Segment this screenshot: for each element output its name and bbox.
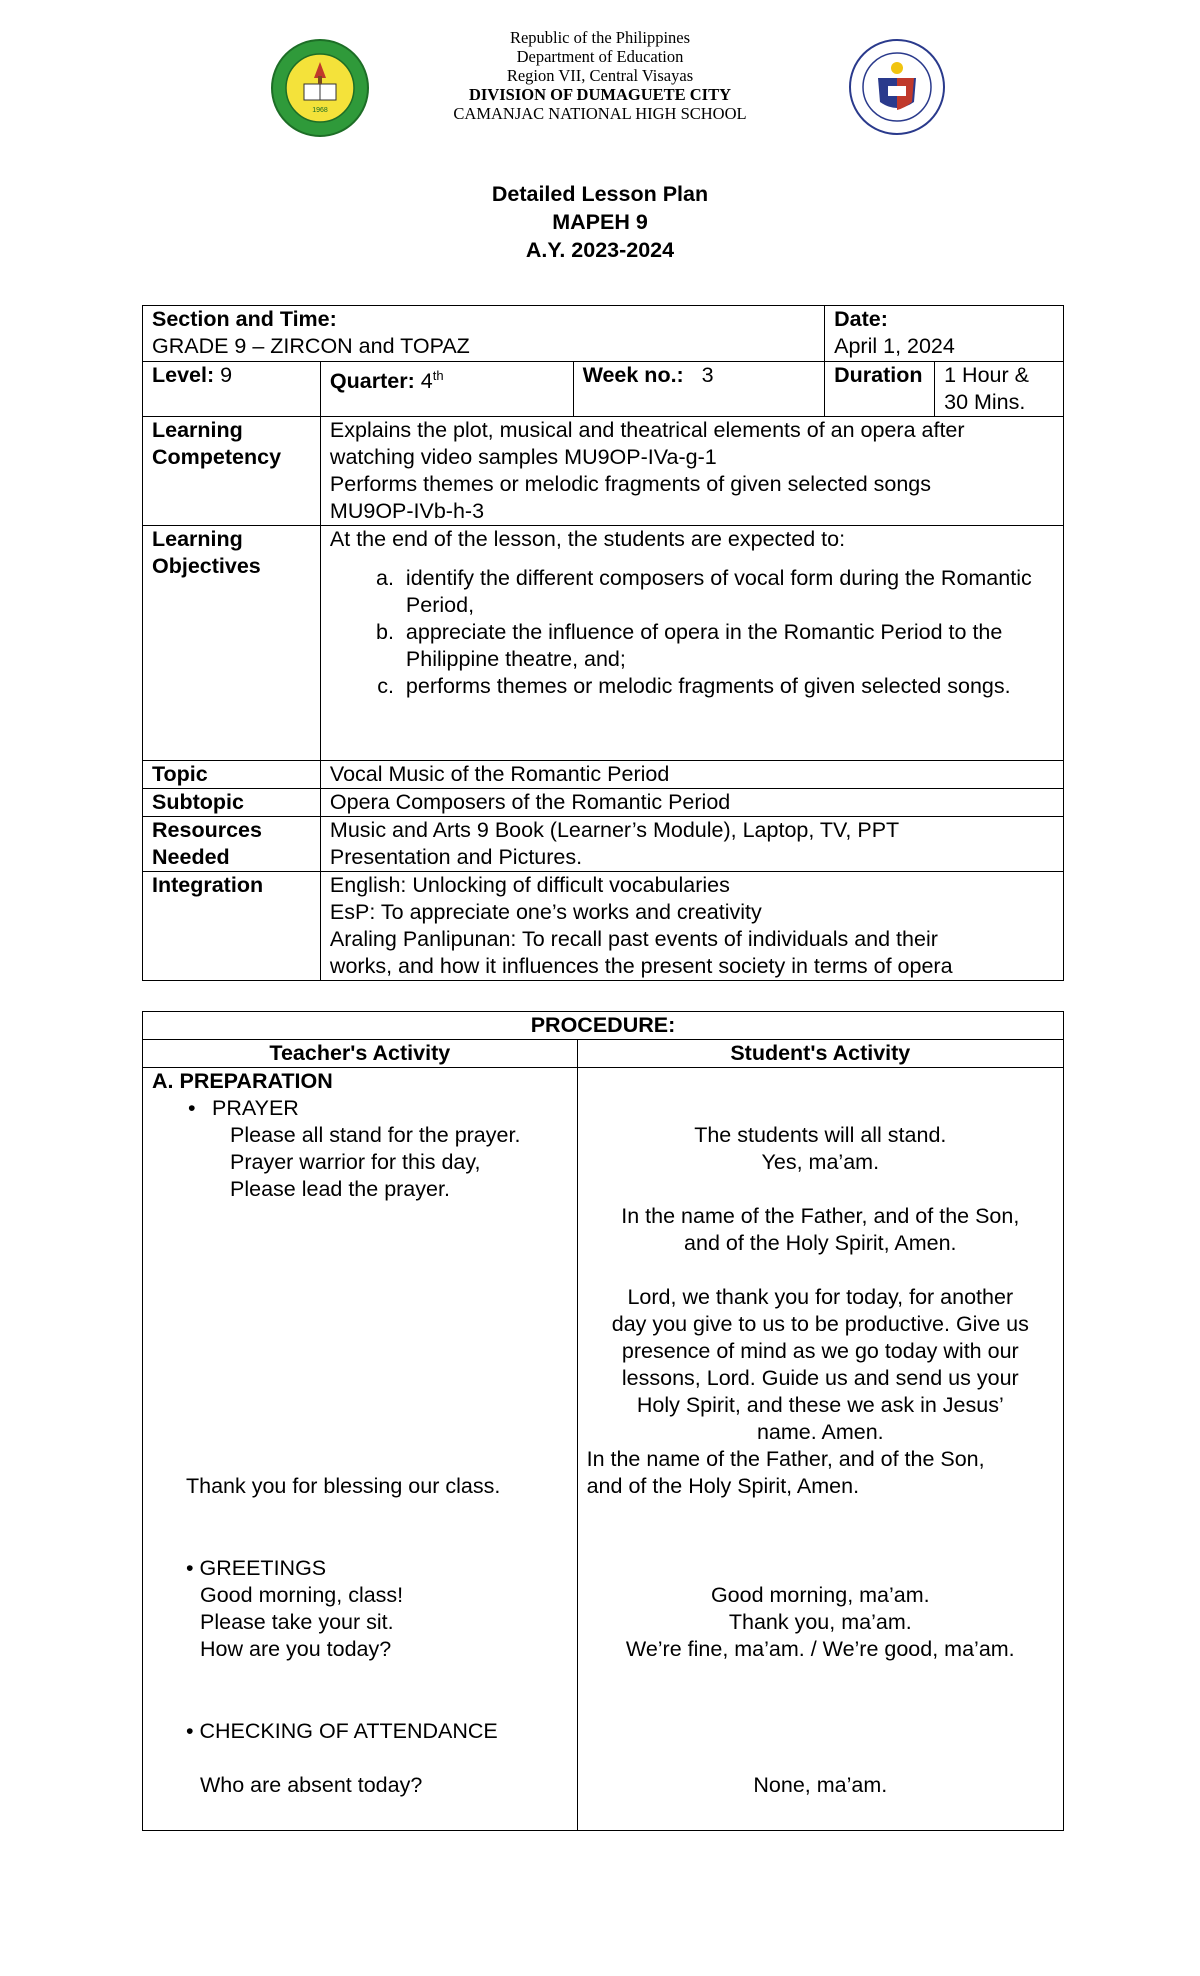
topic-label: Topic bbox=[143, 761, 321, 789]
competency-line: watching video samples MU9OP-IVa-g-1 bbox=[329, 445, 717, 469]
integration-value bbox=[320, 872, 1063, 981]
resources-row bbox=[143, 817, 1064, 872]
competency-label-2: Competency bbox=[152, 445, 282, 469]
duration-value-1: 1 Hour & bbox=[944, 363, 1029, 387]
resources-label-2: Needed bbox=[152, 845, 230, 869]
student-line: Holy Spirit, and these we ask in Jesus’ bbox=[636, 1393, 1004, 1417]
greetings-teacher-block bbox=[152, 1582, 568, 1663]
attendance-heading: • CHECKING OF ATTENDANCE bbox=[186, 1719, 498, 1743]
quarter-value: 4 bbox=[420, 369, 433, 394]
duration-value-2: 30 Mins. bbox=[944, 390, 1026, 414]
lesson-info-table bbox=[142, 305, 1064, 981]
letterhead-line-3: Region VII, Central Visayas bbox=[506, 66, 694, 85]
teacher-line: Please all stand for the prayer. bbox=[230, 1123, 521, 1147]
date-value: April 1, 2024 bbox=[834, 334, 955, 358]
competency-line: Performs themes or melodic fragments of given selected songs bbox=[329, 472, 931, 496]
document-title bbox=[0, 180, 1200, 264]
objectives-list bbox=[330, 565, 1054, 700]
prayer-student-block-2 bbox=[587, 1203, 1054, 1257]
greetings-student-block bbox=[587, 1582, 1054, 1663]
student-line: The students will all stand. bbox=[694, 1123, 947, 1147]
objectives-row bbox=[143, 526, 1064, 761]
resources-label-1: Resources bbox=[152, 818, 262, 842]
resources-line: Music and Arts 9 Book (Learner’s Module), Laptop, TV, PPT bbox=[329, 818, 900, 842]
student-line: lessons, Lord. Guide us and send us your bbox=[621, 1366, 1019, 1390]
competency-row bbox=[143, 417, 1064, 526]
level-value: 9 bbox=[220, 363, 233, 387]
date-label: Date: bbox=[834, 307, 888, 331]
integration-line: EsP: To appreciate one’s works and creativity bbox=[329, 900, 762, 924]
teacher-activity-header: Teacher's Activity bbox=[143, 1040, 578, 1068]
section-date-row bbox=[143, 306, 1064, 362]
procedure-title: PROCEDURE: bbox=[143, 1012, 1064, 1040]
teacher-line: Prayer warrior for this day, bbox=[230, 1150, 481, 1174]
section-label: Section and Time: bbox=[152, 307, 337, 331]
prayer-student-block-4 bbox=[587, 1446, 1054, 1500]
prayer-teacher-block bbox=[152, 1122, 568, 1203]
letterhead-line-2: Department of Education bbox=[516, 47, 684, 66]
competency-line: Explains the plot, musical and theatrical elements of an opera after bbox=[329, 418, 965, 442]
procedure-body-row bbox=[143, 1068, 1064, 1831]
subtopic-row bbox=[143, 789, 1064, 817]
competency-value bbox=[320, 417, 1063, 526]
procedure-title-row bbox=[143, 1012, 1064, 1040]
objectives-intro: At the end of the lesson, the students are expected to: bbox=[329, 527, 846, 551]
student-activity-cell bbox=[577, 1068, 1063, 1831]
duration-label: Duration bbox=[825, 362, 935, 417]
topic-row bbox=[143, 761, 1064, 789]
competency-label bbox=[143, 417, 321, 526]
student-line: In the name of the Father, and of the Son, bbox=[621, 1204, 1020, 1228]
title-line-2: MAPEH 9 bbox=[552, 210, 648, 234]
week-value: 3 bbox=[701, 363, 714, 387]
level-cell bbox=[143, 362, 321, 417]
procedure-header-row bbox=[143, 1040, 1064, 1068]
week-label: Week no.: bbox=[582, 363, 684, 387]
quarter-sup: th bbox=[432, 368, 444, 383]
integration-line: works, and how it influences the present society in terms of opera bbox=[329, 954, 953, 978]
competency-label-1: Learning bbox=[152, 418, 243, 442]
teacher-line: Please lead the prayer. bbox=[230, 1177, 450, 1201]
quarter-label: Quarter: bbox=[329, 369, 415, 394]
prayer-student-block-1 bbox=[587, 1122, 1054, 1176]
objective-item: a. identify the different composers of vocal form during the Romantic Period, bbox=[400, 565, 1054, 619]
school-name: CAMANJAC NATIONAL HIGH SCHOOL bbox=[453, 104, 747, 123]
prayer-heading bbox=[152, 1095, 568, 1122]
prayer-student-block-3 bbox=[587, 1284, 1054, 1446]
section-a-heading: A. PREPARATION bbox=[152, 1069, 333, 1093]
teacher-line: Please take your sit. bbox=[200, 1610, 394, 1634]
objective-item: c. performs themes or melodic fragments of given selected songs. bbox=[400, 673, 1054, 700]
student-line: presence of mind as we go today with our bbox=[621, 1339, 1019, 1363]
integration-line: English: Unlocking of difficult vocabularies bbox=[329, 873, 730, 897]
letterhead-line-1: Republic of the Philippines bbox=[509, 28, 691, 47]
subtopic-label: Subtopic bbox=[143, 789, 321, 817]
teacher-activity-cell bbox=[143, 1068, 578, 1831]
section-cell bbox=[143, 306, 825, 362]
resources-line: Presentation and Pictures. bbox=[329, 845, 583, 869]
section-value: GRADE 9 – ZIRCON and TOPAZ bbox=[152, 334, 470, 358]
competency-line: MU9OP-IVb-h-3 bbox=[329, 499, 485, 523]
student-line: day you give to us to be productive. Give us bbox=[611, 1312, 1029, 1336]
letterhead bbox=[0, 28, 1200, 123]
resources-label bbox=[143, 817, 321, 872]
title-line-1: Detailed Lesson Plan bbox=[491, 182, 709, 206]
bullet-icon: • bbox=[188, 1096, 196, 1120]
student-line: Yes, ma’am. bbox=[761, 1150, 880, 1174]
student-line: Lord, we thank you for today, for another bbox=[627, 1285, 1014, 1309]
objectives-label-1: Learning bbox=[152, 527, 243, 551]
svg-text:1968: 1968 bbox=[312, 107, 328, 114]
level-row bbox=[143, 362, 1064, 417]
division-name: DIVISION OF DUMAGUETE CITY bbox=[468, 85, 732, 104]
date-cell bbox=[825, 306, 1064, 362]
greetings-heading: • GREETINGS bbox=[186, 1556, 327, 1580]
quarter-cell bbox=[320, 362, 573, 417]
teacher-line: Good morning, class! bbox=[200, 1583, 404, 1607]
integration-label: Integration bbox=[143, 872, 321, 981]
integration-line: Araling Panlipunan: To recall past events of individuals and their bbox=[329, 927, 938, 951]
integration-row bbox=[143, 872, 1064, 981]
student-line: Thank you, ma’am. bbox=[728, 1610, 912, 1634]
objectives-value bbox=[320, 526, 1063, 761]
week-cell bbox=[573, 362, 825, 417]
student-line: Good morning, ma’am. bbox=[710, 1583, 930, 1607]
objective-item: b. appreciate the influence of opera in the Romantic Period to the Philippine theatre, and; bbox=[400, 619, 1054, 673]
student-activity-header: Student's Activity bbox=[577, 1040, 1063, 1068]
student-line: and of the Holy Spirit, Amen. bbox=[684, 1231, 957, 1255]
attendance-student: None, ma’am. bbox=[753, 1773, 888, 1797]
title-line-3: A.Y. 2023-2024 bbox=[525, 238, 675, 262]
student-line: We’re fine, ma’am. / We’re good, ma’am. bbox=[625, 1637, 1015, 1661]
duration-cell bbox=[935, 362, 1064, 417]
topic-value: Vocal Music of the Romantic Period bbox=[320, 761, 1063, 789]
subtopic-value: Opera Composers of the Romantic Period bbox=[320, 789, 1063, 817]
student-line: and of the Holy Spirit, Amen. bbox=[586, 1474, 860, 1498]
prayer-label: PRAYER bbox=[212, 1096, 299, 1120]
resources-value bbox=[320, 817, 1063, 872]
level-label: Level: bbox=[152, 363, 215, 387]
objectives-label-2: Objectives bbox=[152, 554, 261, 578]
procedure-table bbox=[142, 1011, 1064, 1831]
teacher-line: How are you today? bbox=[200, 1637, 392, 1661]
attendance-teacher: Who are absent today? bbox=[200, 1773, 423, 1797]
student-line: name. Amen. bbox=[756, 1420, 884, 1444]
student-line: In the name of the Father, and of the Son, bbox=[586, 1447, 985, 1471]
objectives-label bbox=[143, 526, 321, 761]
prayer-thanks: Thank you for blessing our class. bbox=[186, 1474, 501, 1498]
